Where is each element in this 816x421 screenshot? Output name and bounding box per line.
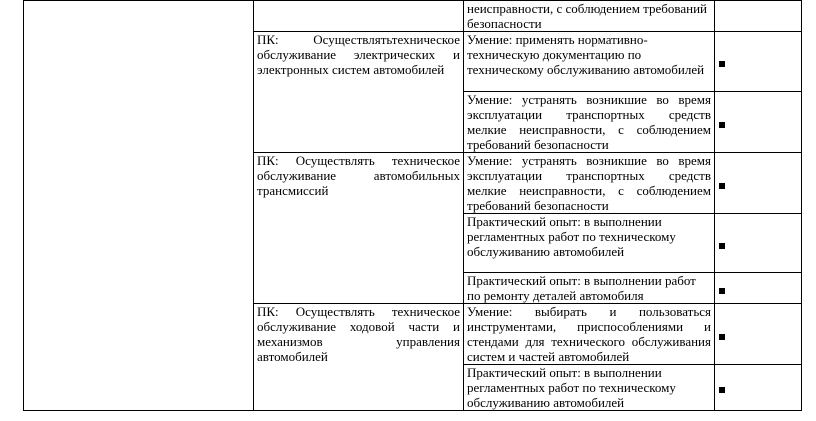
square-marker-icon (719, 122, 725, 128)
square-marker-icon (719, 334, 725, 340)
continuation-cell: неисправности, с соблюдением требований безопасности (464, 1, 715, 32)
mark-cell (715, 32, 802, 92)
competency-table (23, 0, 802, 411)
mark-cell (715, 273, 802, 304)
pk-cell-electrical: ПК: Осуществлятьтехническое обслуживание электрических и электронных систем автомобилей (254, 32, 464, 153)
skill-cell: Практический опыт: в выполнении регламентных работ по техническому обслуживанию автомобилей (464, 365, 715, 411)
mark-cell (715, 92, 802, 153)
skill-cell: Умение: применять нормативно-техническую документацию по техническому обслуживанию автомобилей (464, 32, 715, 92)
blank-mark-cell (715, 1, 802, 32)
square-marker-icon (719, 243, 725, 249)
skill-cell: Практический опыт: в выполнении работ по ремонту деталей автомобиля (464, 273, 715, 304)
pk-cell-transmission: ПК: Осуществлять техническое обслуживание автомобильных трансмиссий (254, 153, 464, 304)
square-marker-icon (719, 61, 725, 67)
square-marker-icon (719, 288, 725, 294)
mark-cell (715, 153, 802, 214)
blank-pk-cell (254, 1, 464, 32)
square-marker-icon (719, 183, 725, 189)
skill-cell: Умение: устранять возникшие во время эксплуатации транспортных средств мелкие неисправности, с соблюдением требований безопасности (464, 153, 715, 214)
pk-cell-chassis: ПК: Осуществлять техническое обслуживание ходовой части и механизмов управления автомобилей (254, 304, 464, 411)
mark-cell (715, 214, 802, 273)
mark-cell (715, 304, 802, 365)
skill-cell: Умение: выбирать и пользоваться инструментами, приспособлениями и стендами для технического обслуживания систем и частей автомобилей (464, 304, 715, 365)
skill-cell: Умение: устранять возникшие во время эксплуатации транспортных средств мелкие неисправности, с соблюдением требований безопасности (464, 92, 715, 153)
left-blank-column (24, 1, 254, 411)
square-marker-icon (719, 387, 725, 393)
mark-cell (715, 365, 802, 411)
skill-cell: Практический опыт: в выполнении регламентных работ по техническому обслуживанию автомобилей (464, 214, 715, 273)
